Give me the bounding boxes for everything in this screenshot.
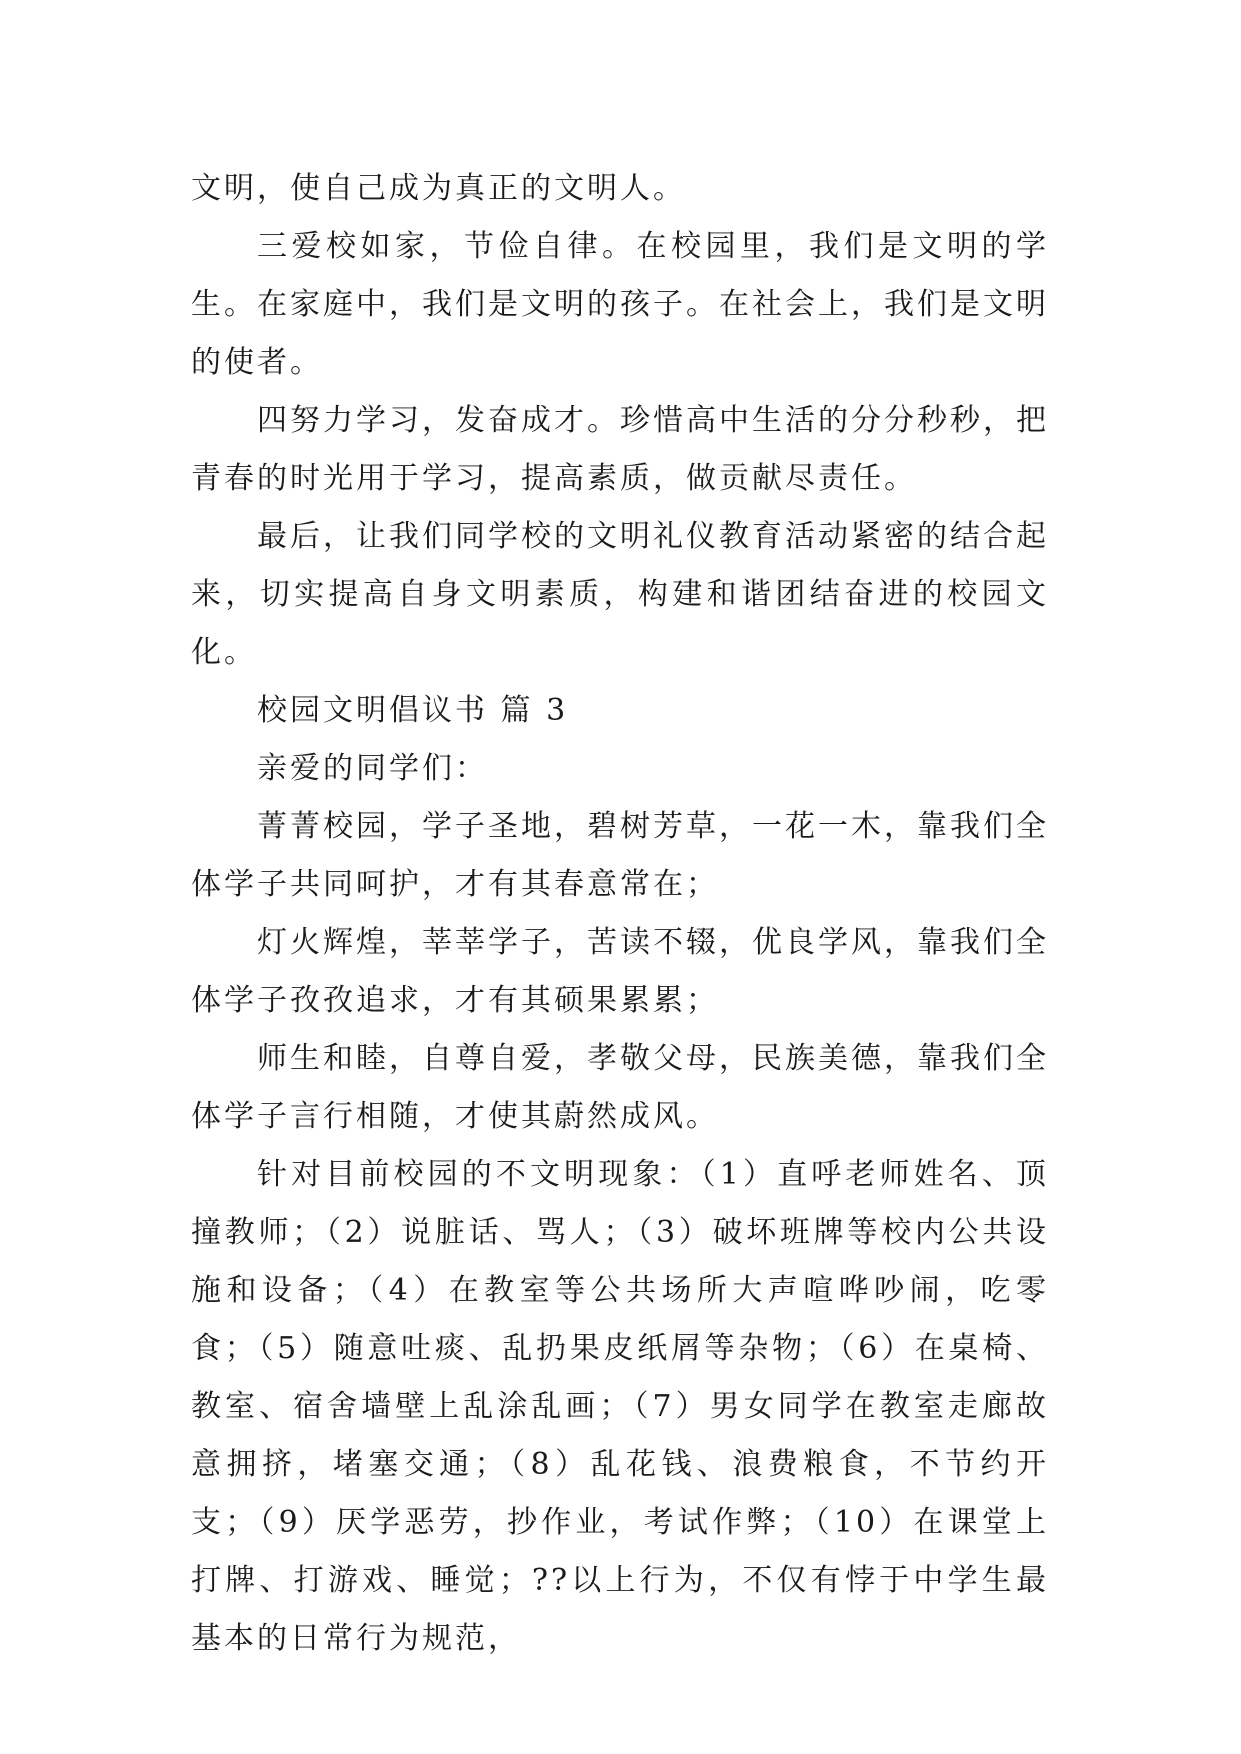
paragraph-1: 文明，使自己成为真正的文明人。 — [191, 171, 686, 206]
paragraph-9: 师生和睦，自尊自爱，孝敬父母，民族美德，靠我们全体学子言行相随，才使其蔚然成风。 — [191, 1041, 1049, 1134]
paragraph-7: 菁菁校园，学子圣地，碧树芳草，一花一木，靠我们全体学子共同呵护，才有其春意常在； — [191, 809, 1049, 902]
salutation: 亲爱的同学们： — [257, 751, 488, 786]
paragraph-10: 针对目前校园的不文明现象：（1）直呼老师姓名、顶撞教师；（2）说脏话、骂人；（3）破坏班牌等校内公共设施和设备；（4）在教室等公共场所大声喧哗吵闹，吃零食；（5）随意吐痰、乱扔果皮纸屑等杂物；（6）在桌椅、教室、宿舍墙壁上乱涂乱画；（7）男女同学在教室走廊故意拥挤，堵塞交通；（8）乱花钱、浪费粮食，不节约开支；（9）厌学恶劳，抄作业，考试作弊；（10）在课堂上打牌、打游戏、睡觉；??以上行为，不仅有悖于中学生最基本的日常行为规范， — [191, 1157, 1049, 1656]
paragraph-8: 灯火辉煌，莘莘学子，苦读不辍，优良学风，靠我们全体学子孜孜追求，才有其硕果累累； — [191, 925, 1049, 1018]
paragraph-4: 最后，让我们同学校的文明礼仪教育活动紧密的结合起来，切实提高自身文明素质，构建和谐团结奋进的校园文化。 — [191, 519, 1049, 670]
document-body — [191, 160, 1049, 1668]
paragraph-2: 三爱校如家，节俭自律。在校园里，我们是文明的学生。在家庭中，我们是文明的孩子。在社会上，我们是文明的使者。 — [191, 229, 1049, 380]
section-heading: 校园文明倡议书 篇 3 — [257, 693, 569, 728]
paragraph-3: 四努力学习，发奋成才。珍惜高中生活的分分秒秒，把青春的时光用于学习，提高素质，做贡献尽责任。 — [191, 403, 1049, 496]
